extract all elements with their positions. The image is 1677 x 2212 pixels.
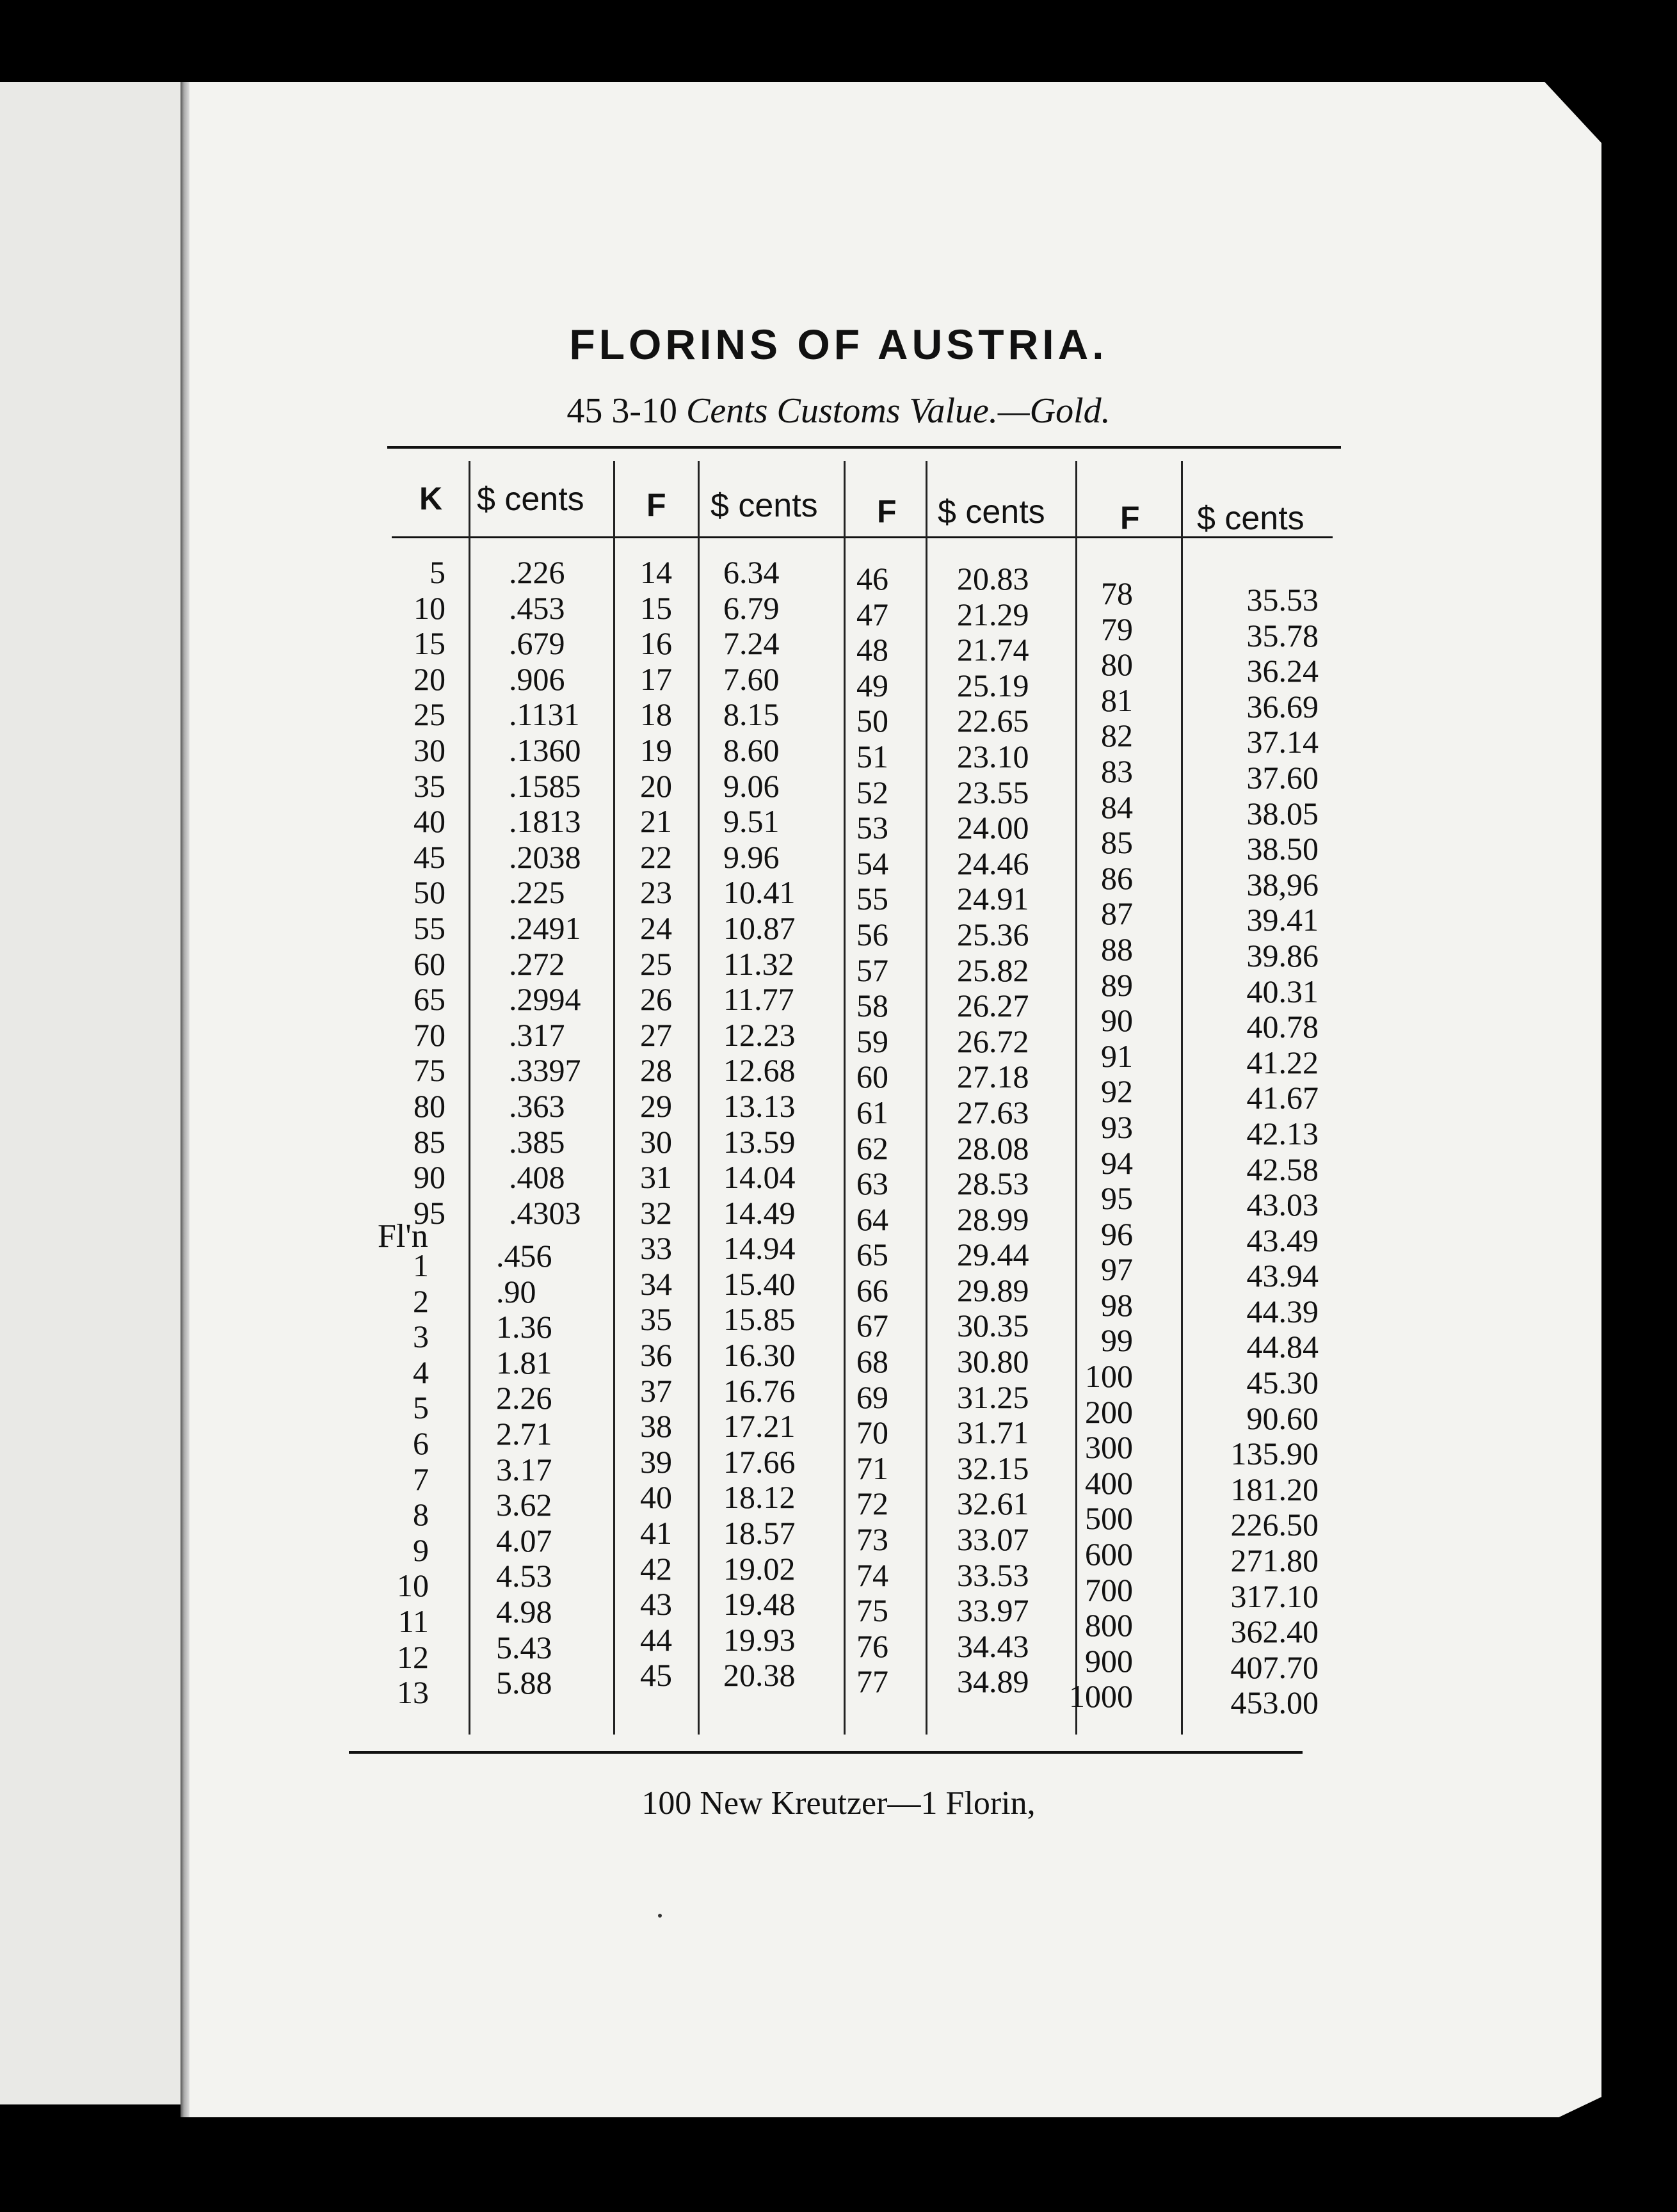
cents-value: 24.91 (957, 881, 1029, 917)
florin-value: 45 (640, 1657, 672, 1694)
cents-value: 8.60 (723, 732, 780, 768)
florin-value: 69 (856, 1379, 888, 1415)
cents-value: 25.82 (957, 952, 1029, 988)
cents-column-2 (723, 555, 819, 1694)
cents-value: .679 (509, 625, 565, 662)
florin-value: 4 (413, 1354, 429, 1390)
cents-value: 36.24 (1246, 653, 1319, 689)
cents-value: 19.48 (723, 1586, 796, 1623)
cents-value: 27.63 (957, 1094, 1029, 1130)
cents-value: 20.83 (957, 561, 1029, 597)
florin-value: 86 (1101, 860, 1133, 896)
subtitle-rate: 45 3-10 (566, 391, 677, 431)
florin-value: 43 (640, 1586, 672, 1623)
florin-value: 61 (856, 1094, 888, 1130)
cents-value: 42.13 (1246, 1115, 1319, 1151)
florin-value: 13 (397, 1674, 429, 1711)
florin-value: 2 (413, 1283, 429, 1319)
florin-value: 94 (1101, 1144, 1133, 1181)
florin-value: 74 (856, 1557, 888, 1593)
page-footer-note: 100 New Kreutzer—1 Florin, (641, 1785, 1036, 1822)
cents-value: 30.80 (957, 1343, 1029, 1380)
column-header-k: K (419, 481, 443, 517)
florin-value: 40 (640, 1479, 672, 1516)
florin-value: 90 (1101, 1002, 1133, 1039)
florin-value: 50 (856, 703, 888, 739)
cents-value: 24.46 (957, 845, 1029, 881)
florin-value: 900 (1085, 1642, 1133, 1679)
cents-value: 2.71 (496, 1415, 552, 1452)
cents-value: 9.06 (723, 767, 780, 804)
florin-value: 31 (640, 1159, 672, 1196)
florin-value: 66 (856, 1272, 888, 1308)
cents-value: .225 (509, 874, 565, 911)
florin-value: 100 (1085, 1358, 1133, 1395)
cents-value: 4.53 (496, 1558, 552, 1594)
cents-value: 21.29 (957, 596, 1029, 632)
cents-value: 24.00 (957, 810, 1029, 846)
cents-value: .1585 (509, 767, 581, 804)
florin-value: 62 (856, 1130, 888, 1166)
cents-value: .317 (509, 1016, 565, 1053)
kreutzer-value: 60 (413, 945, 445, 982)
florin-value: 42 (640, 1550, 672, 1587)
florin-value: 34 (640, 1265, 672, 1302)
page-subtitle (0, 390, 1677, 431)
florin-value: 84 (1101, 789, 1133, 825)
cents-value: 6.34 (723, 554, 780, 590)
cents-value: .453 (509, 589, 565, 626)
cents-value: 40.78 (1246, 1009, 1319, 1045)
florin-value: 35 (640, 1301, 672, 1338)
cents-value: 33.07 (957, 1521, 1029, 1558)
cents-value: 181.20 (1230, 1471, 1319, 1507)
column-divider (698, 461, 700, 1735)
kreutzer-value: 20 (413, 661, 445, 697)
cents-value: 12.23 (723, 1016, 796, 1053)
column-header-cents-2: $ cents (710, 487, 818, 524)
f-column-2 (640, 555, 685, 1694)
cents-value: .456 (496, 1238, 552, 1274)
florin-value: 59 (856, 1023, 888, 1059)
cents-value: 30.35 (957, 1308, 1029, 1344)
florin-value: 20 (640, 767, 672, 804)
florin-value: 30 (640, 1123, 672, 1160)
florin-value: 17 (640, 661, 672, 697)
florin-value: 29 (640, 1087, 672, 1124)
cents-value: 17.66 (723, 1443, 796, 1480)
cents-value: .90 (496, 1273, 536, 1310)
florin-value: 27 (640, 1016, 672, 1053)
florin-value: 95 (1101, 1180, 1133, 1217)
cents-value: 28.53 (957, 1166, 1029, 1202)
column-divider (613, 461, 615, 1735)
column-header-cents-4: $ cents (1197, 500, 1304, 537)
florin-value: 19 (640, 732, 672, 768)
cents-value: 3.17 (496, 1451, 552, 1487)
cents-value: 4.07 (496, 1522, 552, 1559)
florin-value: 22 (640, 838, 672, 875)
cents-value: 28.99 (957, 1201, 1029, 1237)
cents-value: 38,96 (1246, 866, 1319, 902)
florin-value: 78 (1101, 575, 1133, 611)
florin-value: 26 (640, 981, 672, 1018)
table-bottom-rule (349, 1751, 1303, 1754)
column-header-f-4: F (1120, 500, 1140, 536)
cents-value: .272 (509, 945, 565, 982)
florin-value: 1000 (1069, 1678, 1133, 1715)
cents-value: .906 (509, 661, 565, 697)
cents-value: 12.68 (723, 1052, 796, 1089)
florin-value: 38 (640, 1408, 672, 1445)
florin-value: 98 (1101, 1286, 1133, 1323)
cents-value: 20.38 (723, 1657, 796, 1694)
cents-value: .3397 (509, 1052, 581, 1089)
kreutzer-value: 65 (413, 981, 445, 1018)
cents-value: 43.49 (1246, 1222, 1319, 1258)
florin-value: 51 (856, 738, 888, 774)
cents-value: 15.85 (723, 1301, 796, 1338)
cents-value: 10.41 (723, 874, 796, 911)
cents-value: 9.51 (723, 803, 780, 840)
table-header-rule (392, 536, 1333, 538)
page-mark (658, 1914, 662, 1918)
cents-value: 29.44 (957, 1237, 1029, 1273)
florin-value: 54 (856, 845, 888, 881)
cents-value: 9.96 (723, 838, 780, 875)
column-divider (926, 461, 927, 1735)
florin-value: 36 (640, 1337, 672, 1374)
kreutzer-value: 30 (413, 732, 445, 768)
florin-value: 12 (397, 1639, 429, 1675)
cents-value: .385 (509, 1123, 565, 1160)
column-header-f-2: F (646, 487, 666, 523)
cents-value: 43.94 (1246, 1258, 1319, 1294)
cents-value: 15.40 (723, 1265, 796, 1302)
cents-value: 23.10 (957, 738, 1029, 774)
cents-value: .1360 (509, 732, 581, 768)
kreutzer-value: 40 (413, 803, 445, 840)
cents-value: 17.21 (723, 1408, 796, 1445)
cents-value: .363 (509, 1087, 565, 1124)
cents-value: 18.12 (723, 1479, 796, 1516)
k-cents-column-upper (509, 555, 605, 1231)
cents-value: 36.69 (1246, 688, 1319, 725)
cents-value: 90.60 (1246, 1400, 1319, 1436)
florin-value: 300 (1085, 1429, 1133, 1466)
cents-value: 41.22 (1246, 1044, 1319, 1080)
florin-value: 73 (856, 1521, 888, 1558)
cents-value: .4303 (509, 1194, 581, 1231)
florin-value: 77 (856, 1663, 888, 1700)
florin-value: 400 (1085, 1464, 1133, 1501)
cents-value: 4.98 (496, 1593, 552, 1630)
florin-value: 47 (856, 596, 888, 632)
florin-value: 37 (640, 1372, 672, 1409)
kreutzer-value: 90 (413, 1159, 445, 1196)
florin-value: 32 (640, 1194, 672, 1231)
cents-value: 26.72 (957, 1023, 1029, 1059)
cents-value: 21.74 (957, 632, 1029, 668)
cents-value: 11.32 (723, 945, 794, 982)
florin-value: 70 (856, 1415, 888, 1451)
florin-value: 72 (856, 1486, 888, 1522)
florin-value: 64 (856, 1201, 888, 1237)
florin-value: 7 (413, 1461, 429, 1497)
cents-value: 16.30 (723, 1337, 796, 1374)
cents-value: 14.49 (723, 1194, 796, 1231)
kreutzer-value: 95 (413, 1194, 445, 1231)
florin-value: 9 (413, 1532, 429, 1568)
cents-value: 34.89 (957, 1663, 1029, 1700)
florin-value: 24 (640, 910, 672, 946)
cents-value: 37.14 (1246, 724, 1319, 760)
k-column-upper (384, 555, 445, 1231)
subtitle-description: Cents Customs Value.—Gold. (686, 391, 1111, 431)
kreutzer-value: 5 (429, 554, 445, 590)
kreutzer-value: 85 (413, 1123, 445, 1160)
florin-value: 6 (413, 1425, 429, 1461)
kreutzer-value: 55 (413, 910, 445, 946)
cents-value: 135.90 (1230, 1436, 1319, 1472)
florin-value: 21 (640, 803, 672, 840)
florin-value: 85 (1101, 824, 1133, 861)
cents-value: 226.50 (1230, 1507, 1319, 1543)
cents-value: 33.53 (957, 1557, 1029, 1593)
florin-value: 44 (640, 1621, 672, 1658)
florin-value: 55 (856, 881, 888, 917)
cents-value: 26.27 (957, 988, 1029, 1024)
florin-column-lower (384, 1248, 429, 1711)
cents-value: 6.79 (723, 589, 780, 626)
cents-value: 362.40 (1230, 1614, 1319, 1650)
florin-value: 39 (640, 1443, 672, 1480)
florin-value: 97 (1101, 1251, 1133, 1288)
florin-value: 76 (856, 1628, 888, 1664)
cents-value: 44.84 (1246, 1329, 1319, 1365)
cents-value: 5.43 (496, 1629, 552, 1665)
kreutzer-value: 25 (413, 696, 445, 733)
cents-column-3 (957, 561, 1053, 1700)
cents-value: 41.67 (1246, 1080, 1319, 1116)
florin-value: 57 (856, 952, 888, 988)
column-divider (1181, 461, 1183, 1735)
column-header-cents-1: $ cents (477, 481, 584, 518)
florin-value: 52 (856, 774, 888, 810)
florin-value: 600 (1085, 1536, 1133, 1573)
f-column-4 (1063, 576, 1133, 1715)
kreutzer-value: 10 (413, 589, 445, 626)
cents-value: 10.87 (723, 910, 796, 946)
florin-value: 71 (856, 1450, 888, 1486)
florin-cents-column-lower (496, 1238, 592, 1701)
florin-value: 83 (1101, 753, 1133, 789)
cents-value: .408 (509, 1159, 565, 1196)
cents-value: 31.25 (957, 1379, 1029, 1415)
florin-value: 18 (640, 696, 672, 733)
florin-value: 800 (1085, 1607, 1133, 1644)
florin-value: 75 (856, 1592, 888, 1629)
florin-value: 56 (856, 916, 888, 952)
cents-value: 407.70 (1230, 1649, 1319, 1685)
cents-value: 19.93 (723, 1621, 796, 1658)
cents-value: .2038 (509, 838, 581, 875)
florin-value: 63 (856, 1166, 888, 1202)
florin-value: 5 (413, 1390, 429, 1426)
cents-value: 25.36 (957, 916, 1029, 952)
table-top-rule (387, 446, 1341, 449)
page-title: FLORINS OF AUSTRIA. (569, 321, 1108, 368)
florin-value: 28 (640, 1052, 672, 1089)
cents-value: 7.60 (723, 661, 780, 697)
cents-value: 38.05 (1246, 795, 1319, 831)
florin-value: 89 (1101, 966, 1133, 1003)
florin-value: 8 (413, 1496, 429, 1533)
cents-value: .2994 (509, 981, 581, 1018)
florin-value: 87 (1101, 895, 1133, 932)
florin-value: 48 (856, 632, 888, 668)
florin-value: 41 (640, 1515, 672, 1551)
cents-value: 25.19 (957, 667, 1029, 703)
cents-value: 44.39 (1246, 1293, 1319, 1329)
cents-value: 31.71 (957, 1415, 1029, 1451)
florin-value: 25 (640, 945, 672, 982)
column-header-f-3: F (877, 493, 897, 529)
cents-value: 29.89 (957, 1272, 1029, 1308)
florin-value: 10 (397, 1567, 429, 1604)
florin-value: 16 (640, 625, 672, 662)
cents-value: 34.43 (957, 1628, 1029, 1664)
kreutzer-value: 50 (413, 874, 445, 911)
florin-section-label: Fl'n (378, 1218, 428, 1254)
kreutzer-value: 75 (413, 1052, 445, 1089)
florin-value: 91 (1101, 1038, 1133, 1074)
cents-value: 11.77 (723, 981, 794, 1018)
cents-value: 1.36 (496, 1309, 552, 1345)
kreutzer-value: 80 (413, 1087, 445, 1124)
florin-value: 700 (1085, 1571, 1133, 1608)
kreutzer-value: 70 (413, 1016, 445, 1053)
florin-value: 96 (1101, 1215, 1133, 1252)
cents-value: 43.03 (1246, 1187, 1319, 1223)
florin-value: 60 (856, 1059, 888, 1095)
cents-value: 2.26 (496, 1380, 552, 1416)
cents-column-4 (1216, 582, 1319, 1721)
cents-value: 13.13 (723, 1087, 796, 1124)
florin-value: 33 (640, 1230, 672, 1267)
cents-value: 42.58 (1246, 1151, 1319, 1187)
cents-value: .2491 (509, 910, 581, 946)
florin-value: 53 (856, 810, 888, 846)
florin-value: 65 (856, 1237, 888, 1273)
florin-value: 67 (856, 1308, 888, 1344)
florin-value: 46 (856, 561, 888, 597)
cents-value: 5.88 (496, 1665, 552, 1701)
cents-value: 35.78 (1246, 617, 1319, 653)
cents-value: .1813 (509, 803, 581, 840)
column-header-cents-3: $ cents (938, 493, 1045, 531)
cents-value: 16.76 (723, 1372, 796, 1409)
cents-value: 7.24 (723, 625, 780, 662)
florin-value: 500 (1085, 1500, 1133, 1537)
florin-value: 81 (1101, 682, 1133, 718)
florin-value: 92 (1101, 1073, 1133, 1110)
column-divider (469, 461, 470, 1735)
kreutzer-value: 45 (413, 838, 445, 875)
cents-value: 3.62 (496, 1487, 552, 1523)
cents-value: 317.10 (1230, 1578, 1319, 1614)
cents-value: 45.30 (1246, 1365, 1319, 1401)
florin-value: 49 (856, 667, 888, 703)
cents-value: 39.41 (1246, 902, 1319, 938)
cents-value: 23.55 (957, 774, 1029, 810)
cents-value: 27.18 (957, 1059, 1029, 1095)
cents-value: 39.86 (1246, 937, 1319, 974)
cents-value: 37.60 (1246, 759, 1319, 796)
florin-value: 58 (856, 988, 888, 1024)
cents-value: 19.02 (723, 1550, 796, 1587)
cents-value: 38.50 (1246, 831, 1319, 867)
cents-value: 33.97 (957, 1592, 1029, 1629)
florin-value: 11 (397, 1603, 429, 1639)
cents-value: .226 (509, 554, 565, 590)
florin-value: 200 (1085, 1393, 1133, 1430)
cents-value: 32.15 (957, 1450, 1029, 1486)
florin-value: 1 (413, 1247, 429, 1283)
cents-value: 28.08 (957, 1130, 1029, 1166)
cents-value: 40.31 (1246, 973, 1319, 1009)
florin-value: 15 (640, 589, 672, 626)
florin-value: 99 (1101, 1322, 1133, 1359)
cents-value: 32.61 (957, 1486, 1029, 1522)
kreutzer-value: 15 (413, 625, 445, 662)
cents-value: 18.57 (723, 1515, 796, 1551)
cents-value: 8.15 (723, 696, 780, 733)
florin-value: 80 (1101, 646, 1133, 683)
florin-value: 93 (1101, 1109, 1133, 1145)
florin-value: 79 (1101, 611, 1133, 647)
florin-value: 88 (1101, 931, 1133, 967)
cents-value: 14.94 (723, 1230, 796, 1267)
cents-value: 13.59 (723, 1123, 796, 1160)
column-divider (844, 461, 846, 1735)
florin-value: 68 (856, 1343, 888, 1380)
florin-value: 3 (413, 1318, 429, 1355)
cents-value: 1.81 (496, 1344, 552, 1381)
cents-value: 14.04 (723, 1159, 796, 1196)
florin-value: 82 (1101, 717, 1133, 754)
cents-value: 271.80 (1230, 1543, 1319, 1579)
kreutzer-value: 35 (413, 767, 445, 804)
cents-value: .1131 (509, 696, 580, 733)
florin-value: 14 (640, 554, 672, 590)
florin-value: 23 (640, 874, 672, 911)
f-column-3 (856, 561, 901, 1700)
cents-value: 22.65 (957, 703, 1029, 739)
cents-value: 453.00 (1230, 1685, 1319, 1721)
cents-value: 35.53 (1246, 582, 1319, 618)
